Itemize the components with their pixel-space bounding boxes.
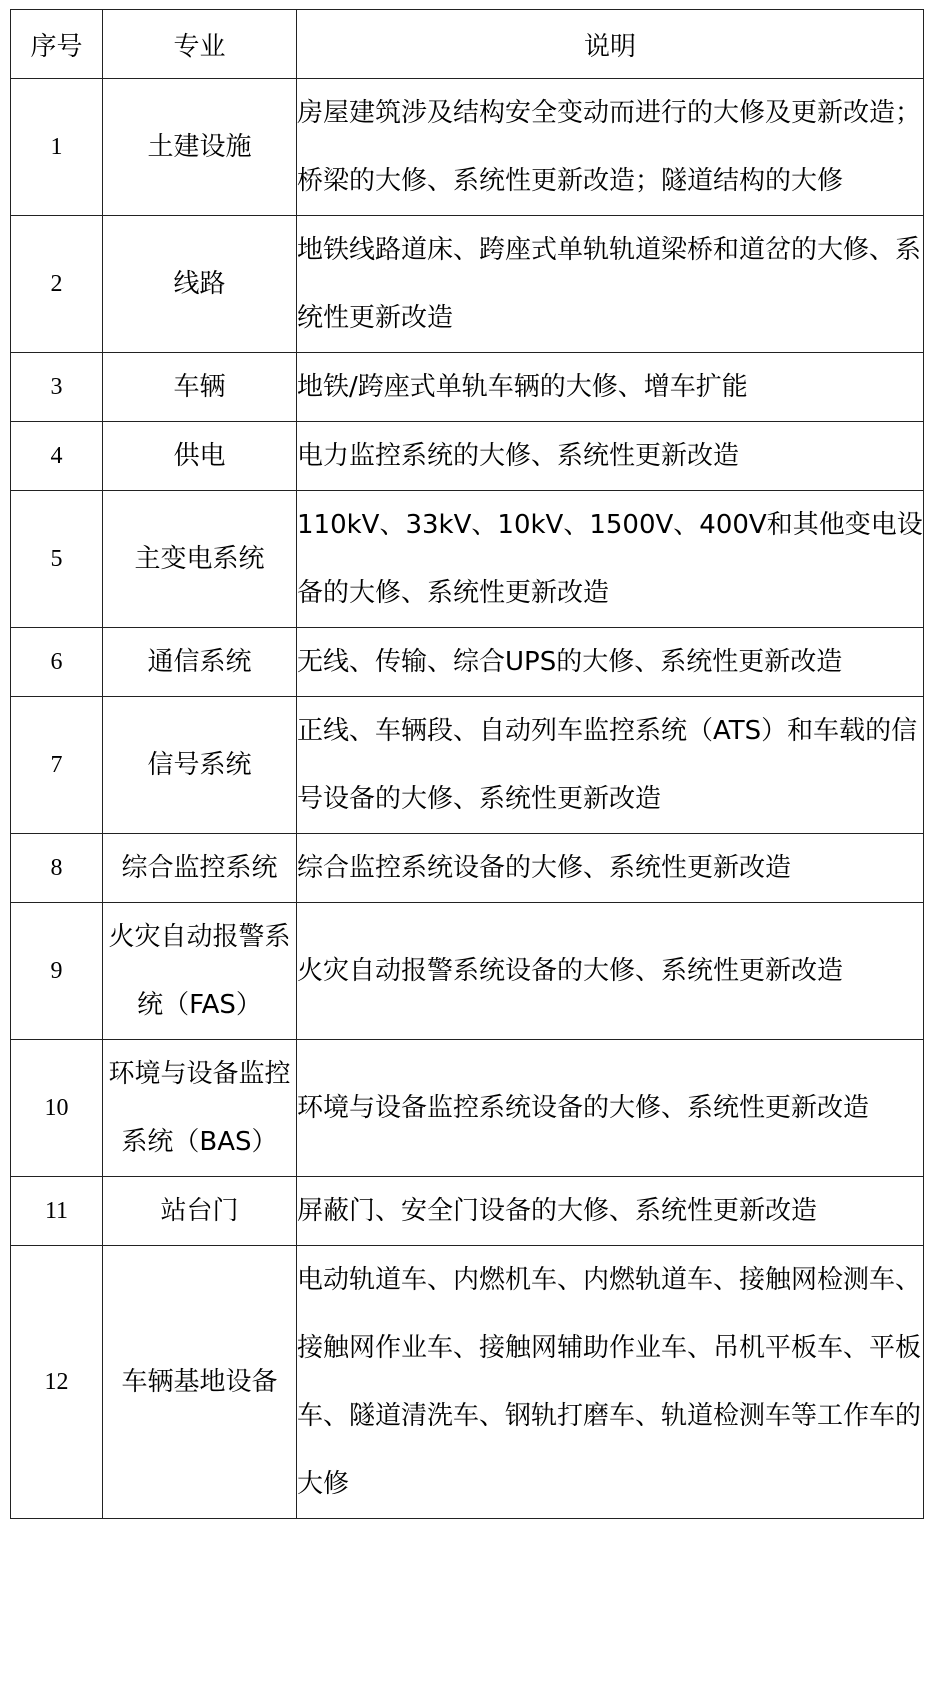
row-major: 站台门 — [103, 1177, 297, 1246]
row-description: 综合监控系统设备的大修、系统性更新改造 — [297, 834, 924, 903]
table-row — [11, 491, 924, 628]
header-description: 说明 — [297, 10, 924, 79]
row-index: 10 — [11, 1040, 103, 1177]
row-major: 车辆 — [103, 353, 297, 422]
header-major: 专业 — [103, 10, 297, 79]
table-row — [11, 353, 924, 422]
row-description: 110kV、33kV、10kV、1500V、400V和其他变电设备的大修、系统性更新改造 — [297, 491, 924, 628]
header-index: 序号 — [11, 10, 103, 79]
row-description: 环境与设备监控系统设备的大修、系统性更新改造 — [297, 1040, 924, 1177]
row-index: 8 — [11, 834, 103, 903]
row-description: 房屋建筑涉及结构安全变动而进行的大修及更新改造；桥梁的大修、系统性更新改造；隧道结构的大修 — [297, 79, 924, 216]
row-index: 9 — [11, 903, 103, 1040]
table-row — [11, 1177, 924, 1246]
row-major: 信号系统 — [103, 697, 297, 834]
row-index: 11 — [11, 1177, 103, 1246]
row-index: 12 — [11, 1246, 103, 1519]
table-header-row — [11, 10, 924, 79]
row-major: 土建设施 — [103, 79, 297, 216]
row-major: 供电 — [103, 422, 297, 491]
row-major: 车辆基地设备 — [103, 1246, 297, 1519]
table-row — [11, 697, 924, 834]
row-description: 无线、传输、综合UPS的大修、系统性更新改造 — [297, 628, 924, 697]
row-description: 地铁线路道床、跨座式单轨轨道梁桥和道岔的大修、系统性更新改造 — [297, 216, 924, 353]
table-row — [11, 903, 924, 1040]
row-description: 地铁/跨座式单轨车辆的大修、增车扩能 — [297, 353, 924, 422]
row-description: 屏蔽门、安全门设备的大修、系统性更新改造 — [297, 1177, 924, 1246]
table-row — [11, 1246, 924, 1519]
row-major: 通信系统 — [103, 628, 297, 697]
row-major: 线路 — [103, 216, 297, 353]
row-index: 3 — [11, 353, 103, 422]
row-major: 主变电系统 — [103, 491, 297, 628]
row-description: 电动轨道车、内燃机车、内燃轨道车、接触网检测车、接触网作业车、接触网辅助作业车、吊机平板车、平板车、隧道清洗车、钢轨打磨车、轨道检测车等工作车的大修 — [297, 1246, 924, 1519]
row-description: 电力监控系统的大修、系统性更新改造 — [297, 422, 924, 491]
maintenance-scope-table — [10, 9, 924, 1519]
table-row — [11, 79, 924, 216]
table-row — [11, 628, 924, 697]
table-row — [11, 834, 924, 903]
row-major: 综合监控系统 — [103, 834, 297, 903]
table-row — [11, 216, 924, 353]
row-index: 1 — [11, 79, 103, 216]
row-index: 7 — [11, 697, 103, 834]
row-major: 火灾自动报警系统（FAS） — [103, 903, 297, 1040]
row-description: 火灾自动报警系统设备的大修、系统性更新改造 — [297, 903, 924, 1040]
row-index: 2 — [11, 216, 103, 353]
row-major: 环境与设备监控系统（BAS） — [103, 1040, 297, 1177]
row-index: 4 — [11, 422, 103, 491]
row-index: 6 — [11, 628, 103, 697]
table-row — [11, 422, 924, 491]
row-description: 正线、车辆段、自动列车监控系统（ATS）和车载的信号设备的大修、系统性更新改造 — [297, 697, 924, 834]
table-row — [11, 1040, 924, 1177]
row-index: 5 — [11, 491, 103, 628]
